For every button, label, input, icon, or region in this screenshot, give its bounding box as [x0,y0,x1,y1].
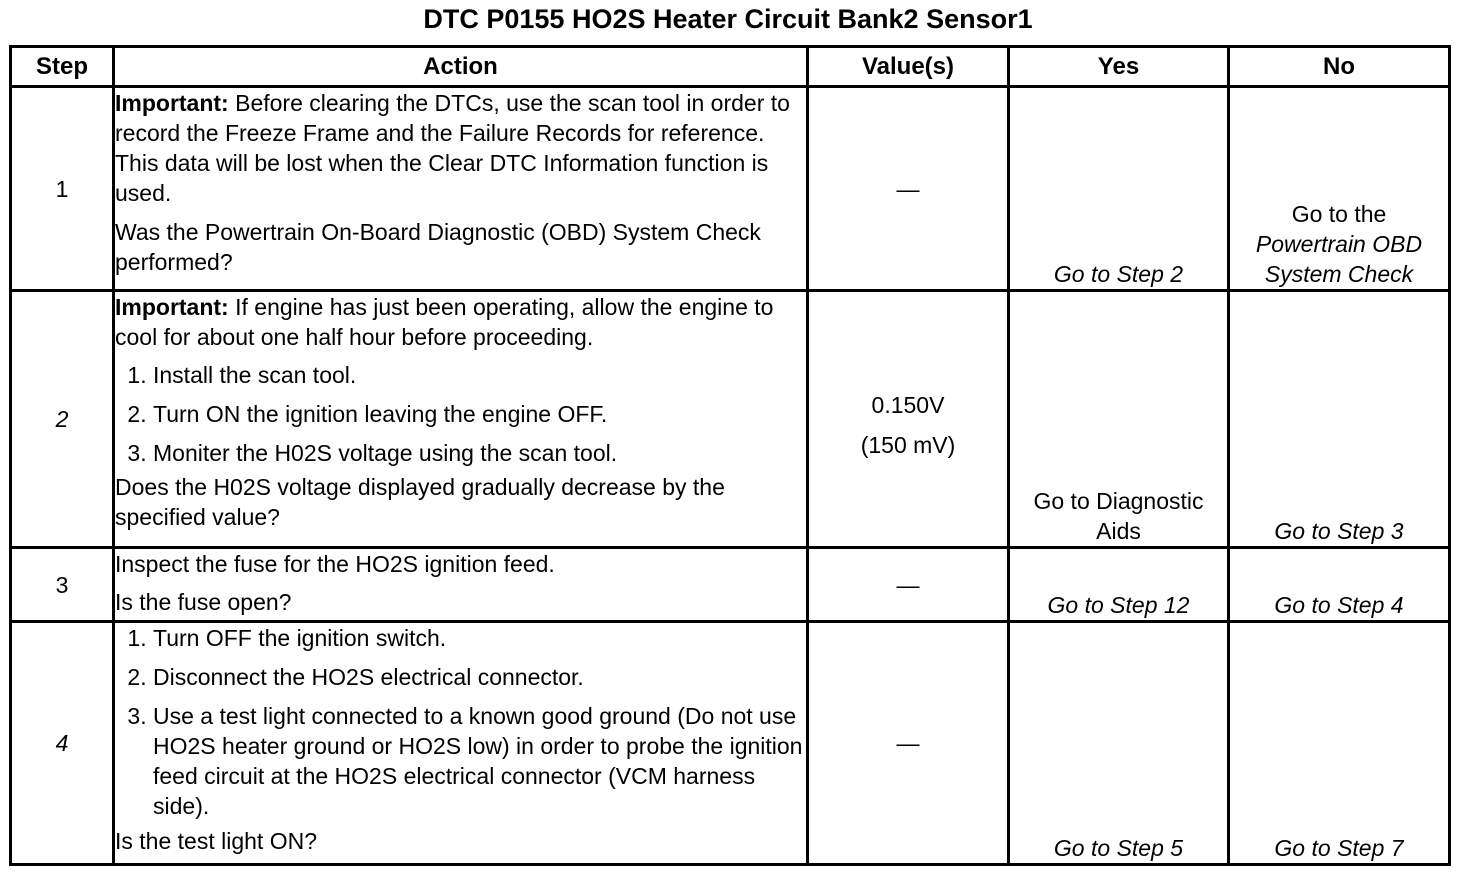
diagnostic-table [9,45,1451,866]
action-cell [114,87,808,291]
important-note [115,88,806,208]
list-item: 1. Install the scan tool. [153,360,806,390]
value-cell: — [808,87,1009,291]
question-text: Was the Powertrain On-Board Diagnostic (OBD) System Check performed? [115,219,761,275]
action-text: Inspect the fuse for the HO2S ignition feed. [115,551,555,577]
yes-cell [1009,291,1229,548]
step-number: 3 [11,548,114,622]
list-item: 2. Turn ON the ignition leaving the engine OFF. [153,399,806,429]
yes-link[interactable]: Go to Step 2 [1053,261,1184,287]
yes-cell [1009,622,1229,865]
important-text: Before clearing the DTCs, use the scan tool in order to record the Freeze Frame and the Failure Records for reference. This data will be lost when the Clear DTC Information function is used. [115,90,790,206]
header-action: Action [114,47,808,87]
page-title: DTC P0155 HO2S Heater Circuit Bank2 Sensor1 [423,4,1033,34]
header-step: Step [11,47,114,87]
no-link[interactable]: Go to Step 3 [1274,518,1404,544]
table-row [11,291,1450,548]
yes-link[interactable]: Go to Step 5 [1053,835,1184,861]
value-cell: — [808,548,1009,622]
no-link[interactable]: Powertrain OBD System Check [1255,231,1423,287]
list-item: 3. Moniter the H02S voltage using the scan tool. [153,438,806,468]
table-header-row [11,47,1450,87]
procedure-list [115,360,806,468]
question-text: Is the fuse open? [115,589,292,615]
value-volts: 0.150V [871,392,945,418]
header-values: Value(s) [808,47,1009,87]
procedure-list [115,623,806,821]
yes-cell [1009,548,1229,622]
question-text: Does the H02S voltage displayed gradually decrease by the specified value? [115,474,725,530]
important-note [115,292,806,352]
step-number: 4 [11,622,114,865]
yes-cell [1009,87,1229,291]
yes-link[interactable]: Go to Diagnostic Aids [1033,488,1204,544]
important-label: Important: [115,294,229,320]
important-label: Important: [115,90,229,116]
table-row [11,622,1450,865]
question-text: Is the test light ON? [115,828,317,854]
action-cell [114,291,808,548]
table-row [11,548,1450,622]
header-no: No [1229,47,1450,87]
list-item: 2. Disconnect the HO2S electrical connector. [153,662,806,692]
no-cell [1229,87,1450,291]
important-text: If engine has just been operating, allow the engine to cool for about one half hour before proceeding. [115,294,774,350]
step-number: 2 [11,291,114,548]
yes-link[interactable]: Go to Step 12 [1047,592,1190,618]
no-prefix: Go to the [1291,201,1387,227]
list-item: 1. Turn OFF the ignition switch. [153,623,806,653]
no-link[interactable]: Go to Step 7 [1274,835,1404,861]
no-cell [1229,622,1450,865]
no-cell [1229,291,1450,548]
table-row [11,87,1450,291]
action-cell [114,622,808,865]
value-cell: — [808,622,1009,865]
value-millivolts: (150 mV) [860,432,956,458]
no-link[interactable]: Go to Step 4 [1274,592,1404,618]
action-cell [114,548,808,622]
value-cell [808,291,1009,548]
header-yes: Yes [1009,47,1229,87]
list-item: 3. Use a test light connected to a known good ground (Do not use HO2S heater ground or HO2S low) in order to probe the ignition feed circuit at the HO2S electrical connector (VCM harness side). [153,701,806,821]
no-cell [1229,548,1450,622]
step-number: 1 [11,87,114,291]
